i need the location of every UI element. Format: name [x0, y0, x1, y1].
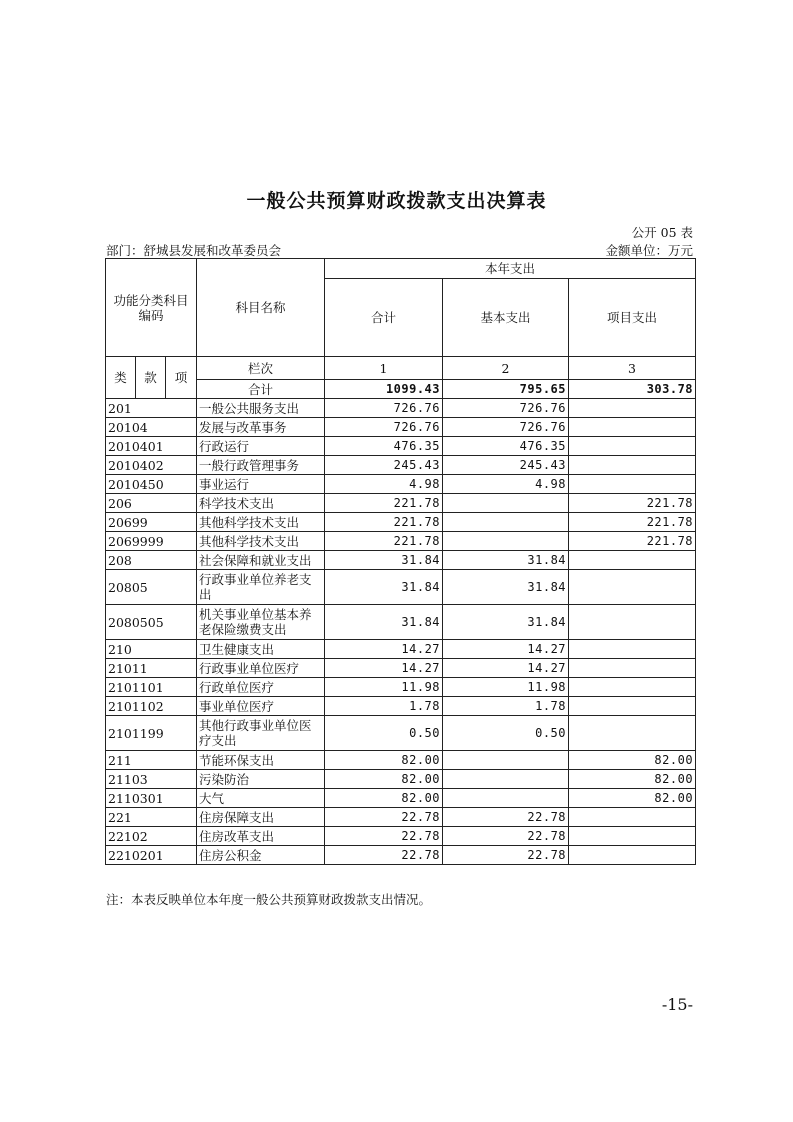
row-subject-name: 节能环保支出 — [197, 751, 325, 770]
row-project — [569, 475, 696, 494]
header-col1: 1 — [325, 357, 443, 380]
row-basic: 245.43 — [443, 456, 569, 475]
total-row-basic: 795.65 — [443, 380, 569, 399]
row-subject-name: 大气 — [197, 789, 325, 808]
expenditure-table — [105, 258, 696, 865]
row-total: 31.84 — [325, 551, 443, 570]
row-basic — [443, 751, 569, 770]
header-total: 合计 — [325, 279, 443, 357]
row-code: 22102 — [106, 827, 197, 846]
row-code: 2069999 — [106, 532, 197, 551]
row-project — [569, 456, 696, 475]
row-project: 82.00 — [569, 789, 696, 808]
row-project — [569, 437, 696, 456]
row-project — [569, 808, 696, 827]
row-subject-name: 行政单位医疗 — [197, 678, 325, 697]
row-code: 2110301 — [106, 789, 197, 808]
row-basic: 22.78 — [443, 827, 569, 846]
row-total: 0.50 — [325, 716, 443, 751]
row-subject-name: 住房公积金 — [197, 846, 325, 865]
row-code: 2080505 — [106, 605, 197, 640]
table-row — [106, 697, 696, 716]
row-basic: 726.76 — [443, 399, 569, 418]
row-basic: 22.78 — [443, 846, 569, 865]
header-row-3 — [106, 357, 696, 380]
row-basic — [443, 494, 569, 513]
row-total: 726.76 — [325, 399, 443, 418]
row-code: 2101101 — [106, 678, 197, 697]
header-func-code: 功能分类科目编码 — [106, 259, 197, 357]
row-code: 21103 — [106, 770, 197, 789]
row-code: 2101102 — [106, 697, 197, 716]
row-basic: 22.78 — [443, 808, 569, 827]
row-project: 82.00 — [569, 751, 696, 770]
row-total: 22.78 — [325, 846, 443, 865]
header-lei: 类 — [106, 357, 136, 399]
row-subject-name: 事业单位医疗 — [197, 697, 325, 716]
total-row-label: 合计 — [197, 380, 325, 399]
header-col2: 2 — [443, 357, 569, 380]
row-subject-name: 发展与改革事务 — [197, 418, 325, 437]
row-project — [569, 551, 696, 570]
row-code: 211 — [106, 751, 197, 770]
table-row — [106, 418, 696, 437]
row-subject-name: 科学技术支出 — [197, 494, 325, 513]
row-subject-name: 污染防治 — [197, 770, 325, 789]
header-basic: 基本支出 — [443, 279, 569, 357]
row-subject-name: 一般行政管理事务 — [197, 456, 325, 475]
table-row — [106, 494, 696, 513]
row-code: 201 — [106, 399, 197, 418]
row-basic — [443, 532, 569, 551]
table-row — [106, 532, 696, 551]
header-col3: 3 — [569, 357, 696, 380]
row-project — [569, 716, 696, 751]
header-subject-name: 科目名称 — [197, 259, 325, 357]
row-project — [569, 846, 696, 865]
row-basic — [443, 789, 569, 808]
table-row — [106, 827, 696, 846]
row-code: 21011 — [106, 659, 197, 678]
row-total: 82.00 — [325, 751, 443, 770]
row-total: 82.00 — [325, 770, 443, 789]
table-row — [106, 846, 696, 865]
row-subject-name: 行政事业单位养老支出 — [197, 570, 325, 605]
header-project: 项目支出 — [569, 279, 696, 357]
row-subject-name: 卫生健康支出 — [197, 640, 325, 659]
table-row — [106, 678, 696, 697]
table-row — [106, 399, 696, 418]
row-code: 20805 — [106, 570, 197, 605]
row-total: 14.27 — [325, 659, 443, 678]
row-total: 14.27 — [325, 640, 443, 659]
row-subject-name: 其他行政事业单位医疗支出 — [197, 716, 325, 751]
row-code: 20104 — [106, 418, 197, 437]
header-current-year: 本年支出 — [325, 259, 696, 279]
row-subject-name: 事业运行 — [197, 475, 325, 494]
total-row-total: 1099.43 — [325, 380, 443, 399]
row-basic: 0.50 — [443, 716, 569, 751]
header-xiang: 项 — [166, 357, 197, 399]
table-row — [106, 456, 696, 475]
table-row — [106, 770, 696, 789]
table-row — [106, 659, 696, 678]
row-total: 4.98 — [325, 475, 443, 494]
row-total: 1.78 — [325, 697, 443, 716]
row-total: 221.78 — [325, 532, 443, 551]
row-project — [569, 659, 696, 678]
row-project: 82.00 — [569, 770, 696, 789]
page-title: 一般公共预算财政拨款支出决算表 — [246, 190, 547, 212]
row-subject-name: 行政事业单位医疗 — [197, 659, 325, 678]
row-code: 2010401 — [106, 437, 197, 456]
table-row — [106, 570, 696, 605]
row-basic: 14.27 — [443, 659, 569, 678]
row-subject-name: 住房改革支出 — [197, 827, 325, 846]
row-code: 221 — [106, 808, 197, 827]
table-row — [106, 513, 696, 532]
row-code: 208 — [106, 551, 197, 570]
row-subject-name: 一般公共服务支出 — [197, 399, 325, 418]
row-subject-name: 其他科学技术支出 — [197, 532, 325, 551]
row-basic — [443, 770, 569, 789]
row-code: 2010450 — [106, 475, 197, 494]
row-code: 2210201 — [106, 846, 197, 865]
row-code: 2010402 — [106, 456, 197, 475]
row-code: 2101199 — [106, 716, 197, 751]
table-row — [106, 475, 696, 494]
row-basic: 726.76 — [443, 418, 569, 437]
row-total: 22.78 — [325, 827, 443, 846]
table-row — [106, 751, 696, 770]
row-project — [569, 678, 696, 697]
table-row — [106, 789, 696, 808]
row-subject-name: 机关事业单位基本养老保险缴费支出 — [197, 605, 325, 640]
row-code: 210 — [106, 640, 197, 659]
row-total: 22.78 — [325, 808, 443, 827]
table-row — [106, 716, 696, 751]
page-number: -15- — [661, 995, 693, 1014]
row-basic: 476.35 — [443, 437, 569, 456]
form-number: 公开 05 表 — [631, 225, 693, 240]
row-total: 726.76 — [325, 418, 443, 437]
row-code: 206 — [106, 494, 197, 513]
row-basic: 4.98 — [443, 475, 569, 494]
unit-label: 金额单位：万元 — [605, 243, 693, 258]
row-total: 221.78 — [325, 513, 443, 532]
header-column-no: 栏次 — [197, 357, 325, 380]
row-code: 20699 — [106, 513, 197, 532]
row-project — [569, 399, 696, 418]
row-project — [569, 827, 696, 846]
row-total: 221.78 — [325, 494, 443, 513]
header-row-1 — [106, 259, 696, 279]
row-project: 221.78 — [569, 532, 696, 551]
row-subject-name: 行政运行 — [197, 437, 325, 456]
total-row-project: 303.78 — [569, 380, 696, 399]
row-basic: 14.27 — [443, 640, 569, 659]
row-basic — [443, 513, 569, 532]
row-total: 31.84 — [325, 570, 443, 605]
table-row — [106, 551, 696, 570]
row-total: 82.00 — [325, 789, 443, 808]
row-subject-name: 社会保障和就业支出 — [197, 551, 325, 570]
table-note: 注：本表反映单位本年度一般公共预算财政拨款支出情况。 — [106, 892, 432, 907]
row-basic: 31.84 — [443, 605, 569, 640]
row-project: 221.78 — [569, 494, 696, 513]
row-project — [569, 640, 696, 659]
row-total: 31.84 — [325, 605, 443, 640]
table-row — [106, 605, 696, 640]
row-total: 245.43 — [325, 456, 443, 475]
row-project — [569, 418, 696, 437]
table-row — [106, 640, 696, 659]
table-body — [106, 259, 696, 865]
row-project — [569, 570, 696, 605]
row-basic: 11.98 — [443, 678, 569, 697]
header-kuan: 款 — [136, 357, 166, 399]
row-basic: 1.78 — [443, 697, 569, 716]
row-project: 221.78 — [569, 513, 696, 532]
row-project — [569, 605, 696, 640]
row-total: 476.35 — [325, 437, 443, 456]
department-label: 部门：舒城县发展和改革委员会 — [106, 243, 282, 258]
row-subject-name: 其他科学技术支出 — [197, 513, 325, 532]
table-row — [106, 437, 696, 456]
row-project — [569, 697, 696, 716]
row-total: 11.98 — [325, 678, 443, 697]
table-row — [106, 808, 696, 827]
row-basic: 31.84 — [443, 551, 569, 570]
row-basic: 31.84 — [443, 570, 569, 605]
row-subject-name: 住房保障支出 — [197, 808, 325, 827]
